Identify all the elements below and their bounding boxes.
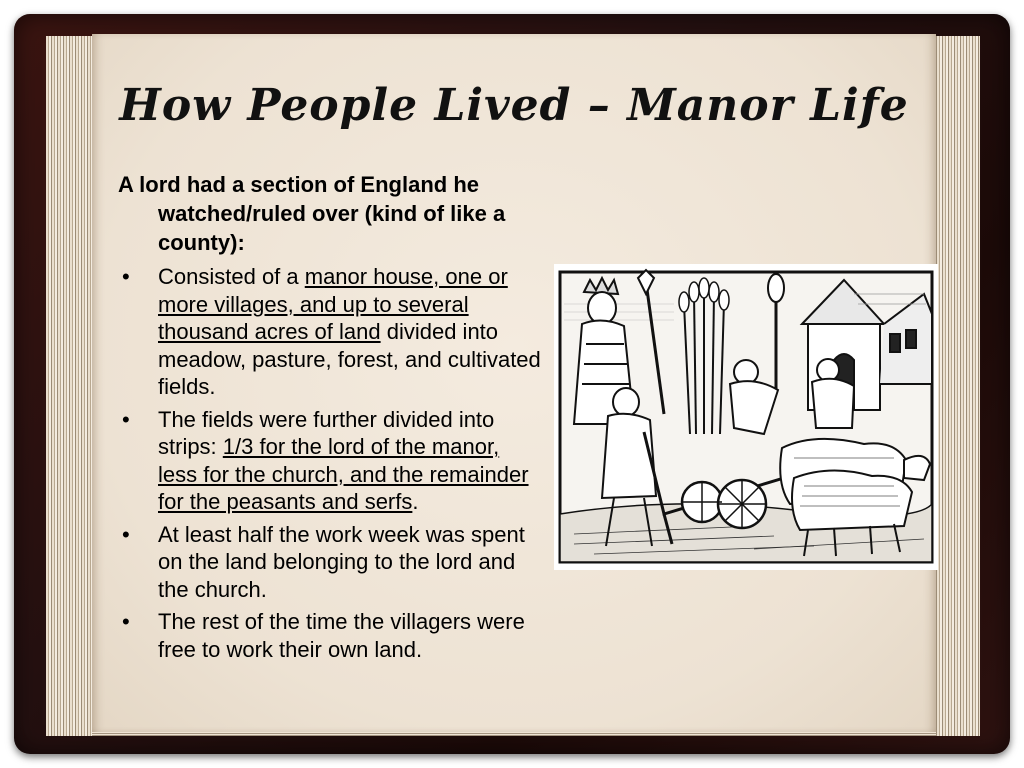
slide-body: [118, 170, 543, 668]
page-edges-left: [46, 36, 94, 736]
medieval-woodcut-image: [554, 264, 938, 570]
bullet-icon: •: [122, 406, 130, 432]
bullet-text: At least half the work week was spent on the land belonging to the lord and the church.: [158, 521, 525, 602]
bullet-icon: •: [122, 609, 130, 634]
bullet-text: Consisted of a: [158, 264, 305, 289]
bullet-item: [118, 263, 543, 401]
bullet-text: .: [412, 489, 419, 514]
underlined-text: manor house, one or more villages, and up to several thousand acres of land: [158, 264, 508, 344]
underlined-text: 1/3 for the lord of the manor, less for the church, and the remainder for the peasants and serfs: [158, 434, 529, 514]
bullet-text: The rest of the time the villagers were free to work their own land.: [158, 609, 525, 662]
bullet-item: [118, 406, 543, 516]
bullet-list: [118, 263, 543, 663]
bullet-item: [118, 608, 543, 663]
intro-paragraph: A lord had a section of England he watched/ruled over (kind of like a county):: [118, 172, 506, 255]
page-edges-right: [934, 36, 980, 736]
bullet-text: divided into meadow, pasture, forest, and cultivated fields.: [158, 319, 541, 399]
bullet-icon: •: [122, 264, 130, 289]
bullet-item: [118, 521, 543, 604]
bullet-icon: •: [122, 521, 130, 547]
bullet-text: The fields were further divided into strips:: [158, 406, 495, 459]
slide-title: How People Lived – Manor Life: [119, 80, 909, 131]
